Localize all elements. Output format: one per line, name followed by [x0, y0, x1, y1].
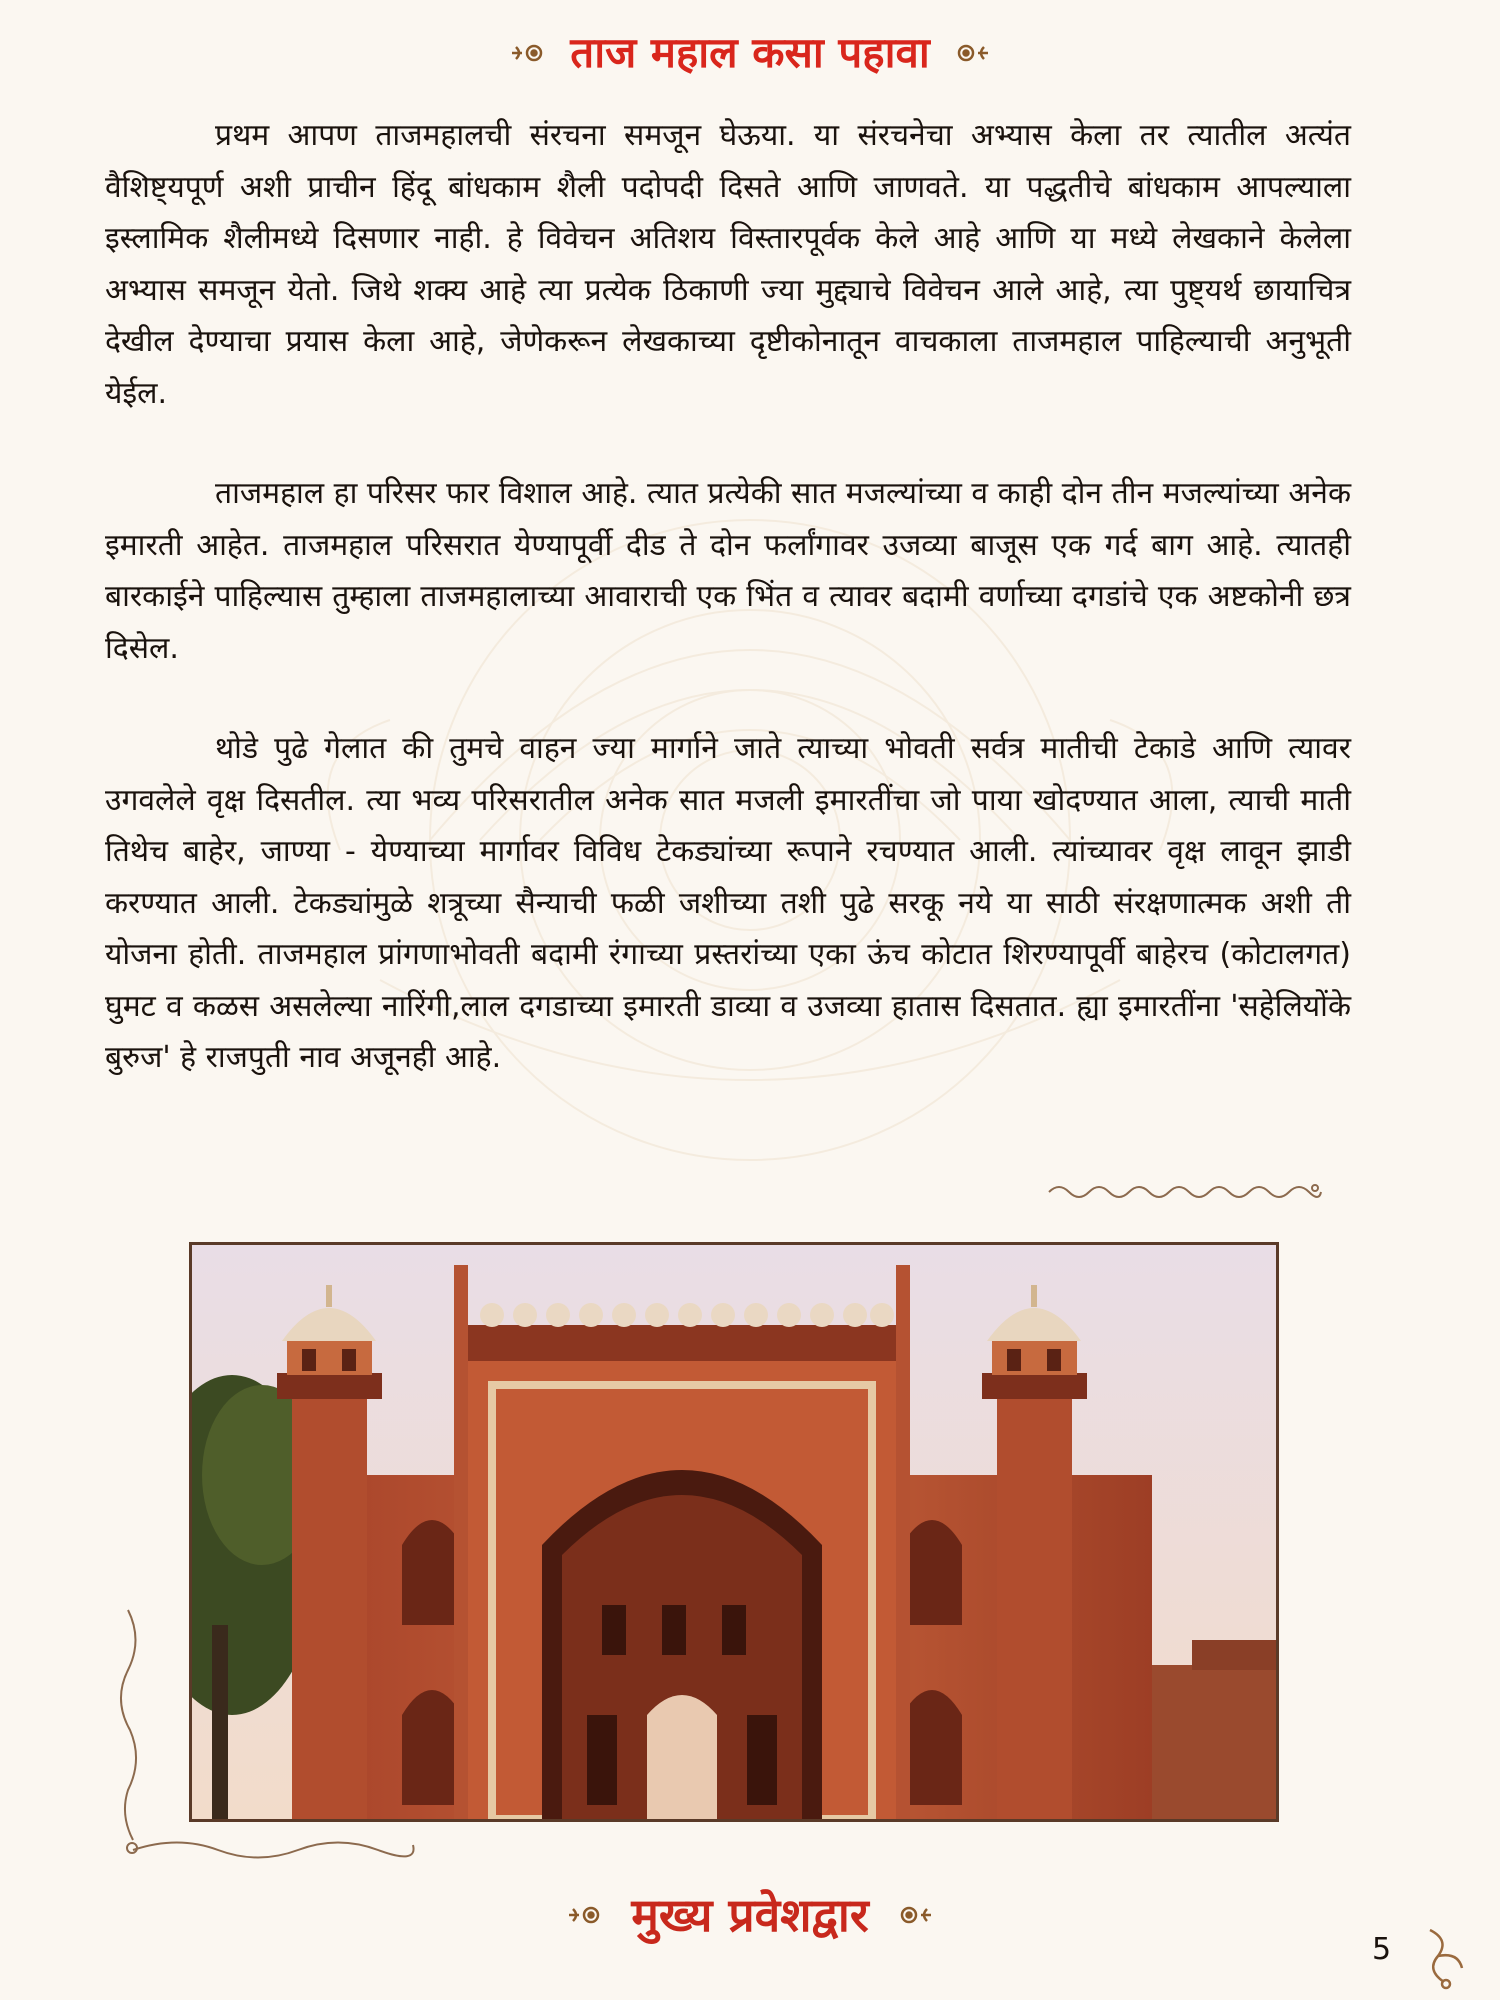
right-tower	[982, 1285, 1087, 1819]
caption-ornament-right-icon	[891, 1900, 935, 1930]
central-portal	[454, 1265, 910, 1819]
caption-text: मुख्य प्रवेशद्वार	[631, 1888, 869, 1942]
header-ornament-left-icon	[508, 38, 552, 68]
paragraph-1: प्रथम आपण ताजमहालची संरचना समजून घेऊया. या संरचनेचा अभ्यास केला तर त्यातील अत्यंत वैशिष्ट्यपूर्ण अशी प्राचीन हिंदू बांधकाम शैली पदोपदी दिसते आणि जाणवते. या पद्धतीचे बांधकाम आपल्याला इस्लामिक शैलीमध्ये दिसणार नाही. हे विवेचन अतिशय विस्तारपूर्वक केले आहे आणि या मध्ये लेखकाने केलेला अभ्यास समजून येतो. जिथे शक्य आहे त्या प्रत्येक ठिकाणी ज्या मुद्द्याचे विवेचन आले आहे, त्या पुष्ट्यर्थ छायाचित्र देखील देण्याचा प्रयास केला आहे, जेणेकरून लेखकाच्या दृष्टीकोनातून वाचकाला ताजमहाल पाहिल्याची अनुभूती येईल.	[105, 118, 1351, 411]
paragraph-2: ताजमहाल हा परिसर फार विशाल आहे. त्यात प्रत्येकी सात मजल्यांच्या व काही दोन तीन मजल्यांच्या अनेक इमारती आहेत. ताजमहाल परिसरात येण्यापूर्वी दीड ते दोन फर्लांगावर उजव्या बाजूस एक गर्द बाग आहे. त्यातही बारकाईने पाहिल्यास तुम्हाला ताजमहालाच्या आवाराची एक भिंत व त्यावर बदामी वर्णाच्या दगडांचे एक अष्टकोनी छत्र दिसेल.	[105, 476, 1351, 666]
paragraph-3: थोडे पुढे गेलात की तुमचे वाहन ज्या मार्गाने जाते त्याच्या भोवती सर्वत्र मातीची टेकाडे आणि त्यावर उगवलेले वृक्ष दिसतील. त्या भव्य परिसरातील अनेक सात मजली इमारतींचा जो पाया खोदण्यात आला, त्याची माती तिथेच बाहेर, जाण्या - येण्याच्या मार्गावर विविध टेकड्यांच्या रूपाने रचण्यात आली. त्यांच्यावर वृक्ष लावून झाडी करण्यात आली. टेकड्यांमुळे शत्रूच्या सैन्याची फळी जशीच्या तशी पुढे सरकू नये या साठी संरक्षणात्मक अशी ती योजना होती. ताजमहाल प्रांगणाभोवती बदामी रंगाच्या प्रस्तरांच्या एका ऊंच कोटात शिरण्यापूर्वी बाहेरच (कोटालगत) घुमट व कळस असलेल्या नारिंगी,लाल दगडाच्या इमारती डाव्या व उजव्या हातास दिसतात. ह्या इमारतींना 'सहेलियोंके बुरुज' हे राजपुती नाव अजूनही आहे.	[105, 731, 1351, 1075]
page-title: ताज महाल कसा पहावा	[570, 28, 930, 77]
page-header	[0, 18, 1500, 88]
page-number: 5	[1372, 1932, 1392, 1967]
decorative-divider	[1045, 1180, 1325, 1202]
vine-ornament	[118, 1600, 418, 1870]
header-ornament-right-icon	[948, 38, 992, 68]
body-text	[105, 110, 1351, 1084]
photo-caption	[0, 1880, 1500, 1950]
page-number-ornament-icon	[1400, 1922, 1470, 1992]
caption-ornament-left-icon	[565, 1900, 609, 1930]
